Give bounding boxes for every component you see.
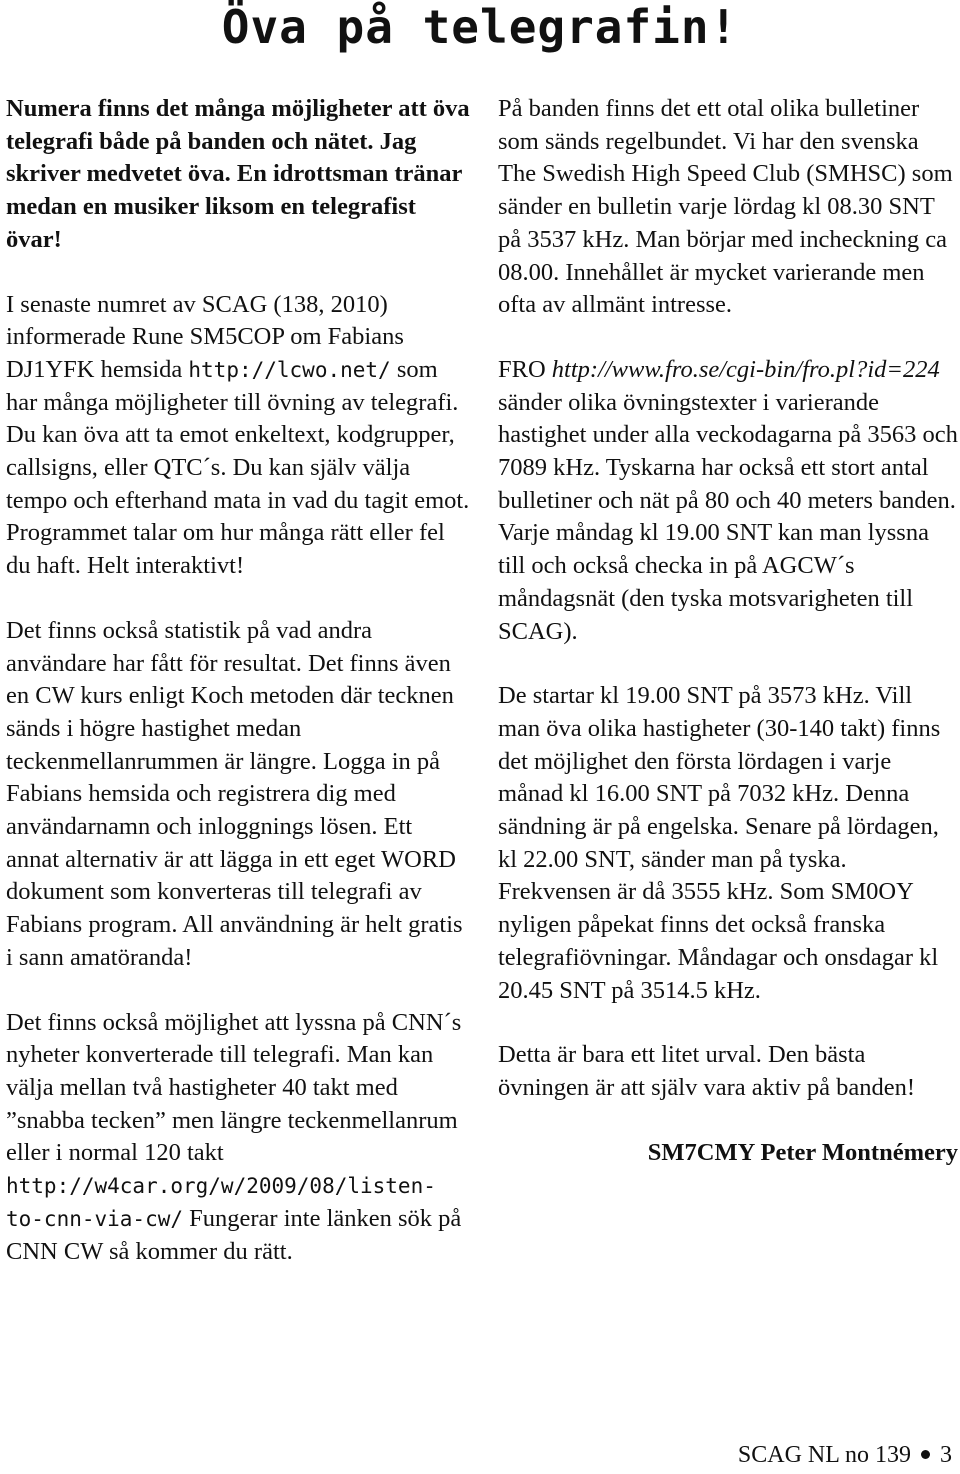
- statistics-paragraph: Det finns också statistik på vad andra användare har fått för resultat. Det finns även en CW kurs enligt Koch metoden där tecknen sänds i högre hastighet medan teckenmellanrummen är längre. Logga in på Fabians hemsida och registrera dig med användarnamn och inloggnings lösen. Ett annat alternativ är att lägga in ett eget WORD dokument som konverteras till telegrafi av Fabians program. All användning är helt gratis i sann amatöranda!: [6, 616, 463, 971]
- fro-link[interactable]: http://www.fro.se/cgi-bin/fro.pl?id=224: [551, 355, 940, 383]
- page-footer: [738, 1440, 952, 1470]
- page-title: Öva på telegrafin!: [221, 0, 739, 54]
- fro-text-a: FRO: [498, 355, 552, 383]
- cnn-link[interactable]: http://w4car.org/w/2009/08/listen-to-cnn-via-cw/: [6, 1174, 436, 1231]
- bullet-icon: [921, 1450, 930, 1459]
- publication-name: SCAG NL no 139: [737, 1442, 911, 1468]
- right-column: [498, 93, 958, 1169]
- lcwo-text-b: som har många möjligheter till övning av telegrafi. Du kan öva att ta emot enkeltext, kodgrupper, callsigns, eller QTC´s. Du kan själv välja tempo och efterhand mata in vad du tagit emot. Programmet talar om hur många rätt eller fel du haft. Helt interaktivt!: [6, 355, 470, 580]
- fro-text-b: sänder olika övningstexter i varierande hastighet under alla veckodagarna på 3563 och 7089 kHz. Tyskarna har också ett stort antal bulletiner och nät på 80 och 40 meters banden. Varje måndag kl 19.00 SNT kan man lyssna till och också checka in på AGCW´s måndagsnät (den tyska motsvarigheten till SCAG).: [498, 388, 958, 645]
- cnn-text-a: Det finns också möjlighet att lyssna på CNN´s nyheter konverterade till telegrafi. Man kan välja mellan två hastigheter 40 takt med ”snabba tecken” men längre teckenmellanrum eller i normal 120 takt: [6, 1008, 462, 1167]
- closing-paragraph: Detta är bara ett litet urval. Den bästa övningen är att själv vara aktiv på banden!: [498, 1041, 916, 1101]
- lcwo-paragraph: [6, 289, 470, 583]
- cnn-paragraph: [6, 1007, 470, 1269]
- schedule-paragraph: De startar kl 19.00 SNT på 3573 kHz. Vill man öva olika hastigheter (30-140 takt) finns det möjlighet den första lördagen i varje månad kl 16.00 SNT på 7032 kHz. Denna sändning är på engelska. Senare på lördagen, kl 22.00 SNT, sänder man på tyska. Frekvensen är då 3555 kHz. Som SM0OY nyligen påpekat finns det också franska telegrafiövningar. Måndagar och onsdagar kl 20.45 SNT på 3514.5 kHz.: [498, 682, 941, 1004]
- page-number: 3: [940, 1442, 952, 1468]
- cnn-text-b: Fungerar inte länken sök på CNN CW så kommer du rätt.: [6, 1204, 462, 1265]
- lcwo-link[interactable]: http://lcwo.net/: [188, 357, 391, 382]
- fro-paragraph: [498, 354, 958, 648]
- author-signature: SM7CMY Peter Montnémery: [647, 1138, 958, 1166]
- lcwo-text-a: I senaste numret av SCAG (138, 2010) informerade Rune SM5COP om Fabians DJ1YFK hemsida: [6, 290, 404, 383]
- page-title-container: [0, 0, 960, 62]
- left-column: [6, 93, 470, 1300]
- lead-paragraph: Numera finns det många möjligheter att öva telegrafi både på banden och nätet. Jag skriver medvetet öva. En idrottsman tränar medan en musiker liksom en telegrafist övar!: [6, 95, 470, 253]
- bulletin-paragraph: På banden finns det ett otal olika bulletiner som sänds regelbundet. Vi har den svenska The Swedish High Speed Club (SMHSC) som sänder en bulletin varje lördag kl 08.30 SNT på 3537 kHz. Man börjar med incheckning ca 08.00. Innehållet är mycket varierande men ofta av allmänt intresse.: [498, 95, 953, 319]
